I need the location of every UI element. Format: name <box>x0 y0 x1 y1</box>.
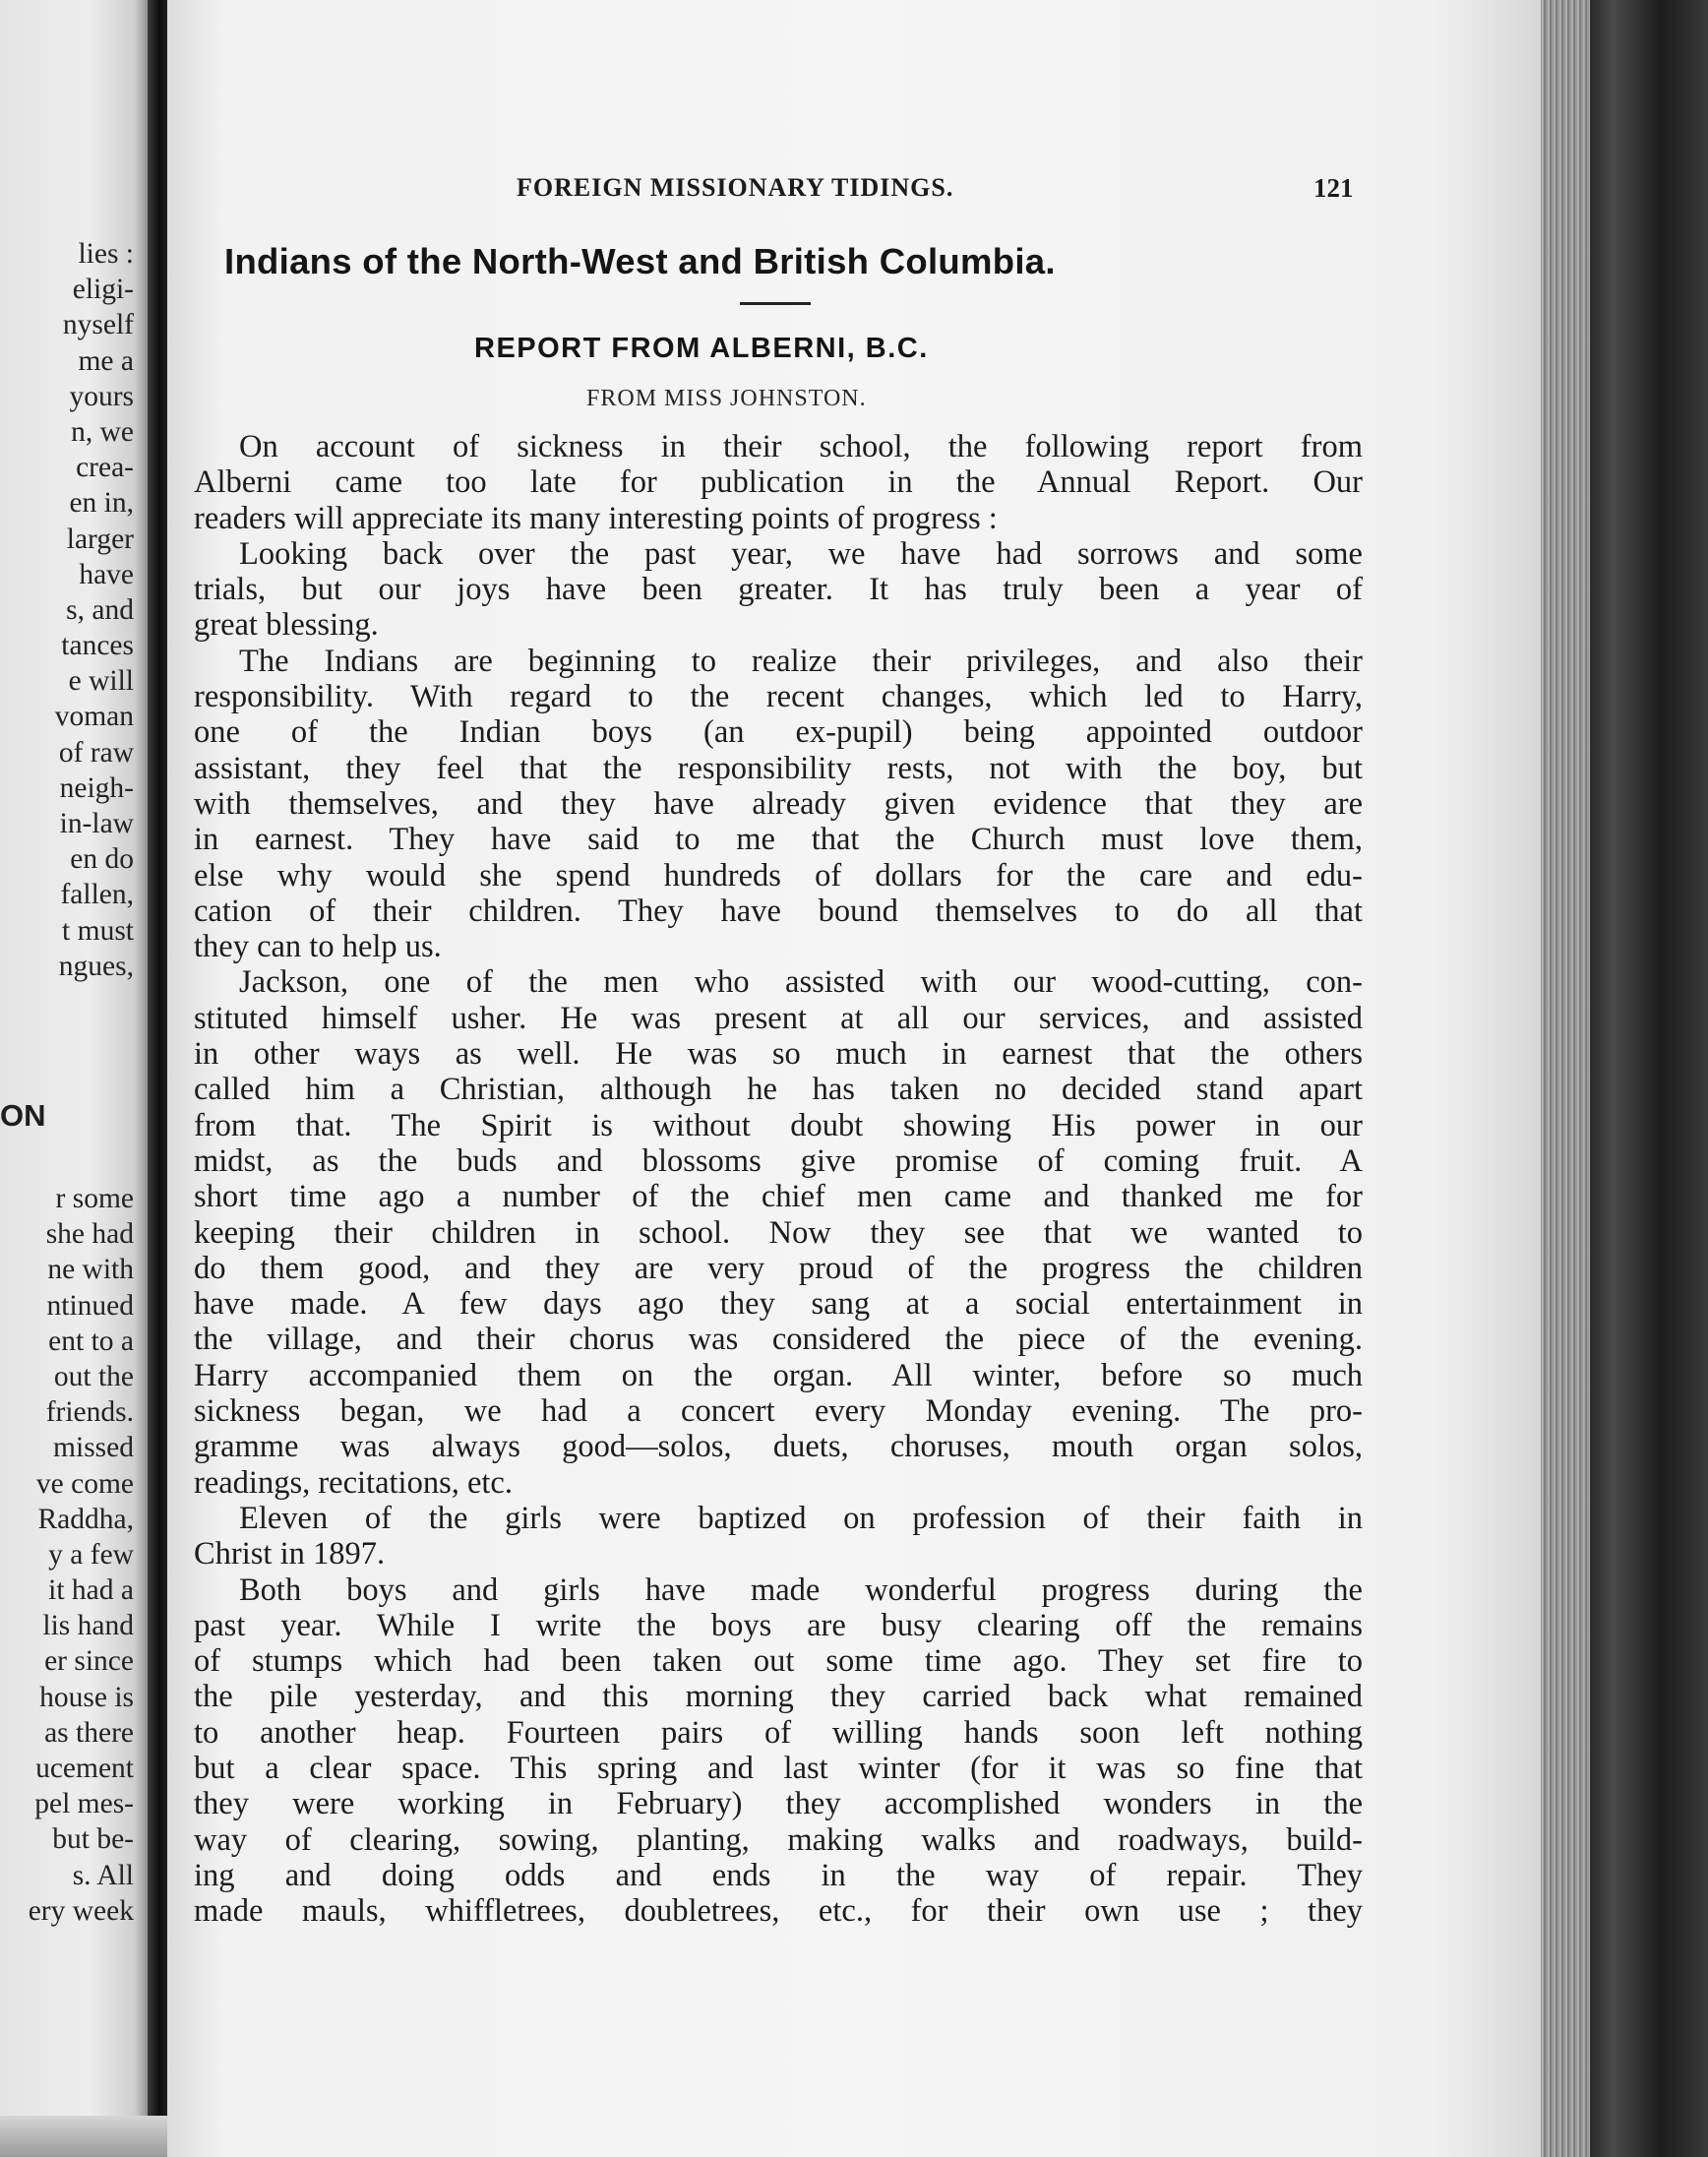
facing-page-line: tances <box>61 630 134 662</box>
facing-page-line: r some <box>55 1183 134 1214</box>
text-line: keeping their children in school. Now they see that we wanted to <box>194 1214 1363 1251</box>
text-line: Eleven of the girls were baptized on profession of their faith in <box>239 1500 1363 1536</box>
running-header: FOREIGN MISSIONARY TIDINGS. <box>517 173 954 202</box>
text-line: assistant, they feel that the responsibility rests, not with the boy, but <box>194 750 1363 786</box>
text-line: do them good, and they are very proud of the progress the children <box>194 1250 1363 1286</box>
text-line: Both boys and girls have made wonderful progress during the <box>239 1572 1363 1608</box>
facing-page-line: Raddha, <box>37 1503 134 1535</box>
text-line: have made. A few days ago they sang at a social entertainment in <box>194 1286 1363 1323</box>
facing-page-text-bottom <box>29 1181 134 1929</box>
text-line: Harry accompanied them on the organ. All winter, before so much <box>194 1357 1363 1393</box>
text-line: On account of sickness in their school, the following report from <box>239 429 1363 464</box>
text-line: sickness began, we had a concert every Monday evening. The pro- <box>194 1393 1363 1430</box>
facing-page-line: en in, <box>69 487 134 520</box>
facing-page-line: y a few <box>48 1538 134 1571</box>
facing-page-line: t must <box>62 914 134 947</box>
facing-page-line: ucement <box>35 1753 134 1784</box>
text-line: stituted himself usher. He was present at all our services, and assisted <box>194 1000 1363 1036</box>
facing-page-line: ve come <box>35 1467 134 1500</box>
text-line: else why would she spend hundreds of dollars for the care and edu- <box>194 857 1363 894</box>
text-line: the pile yesterday, and this morning they carried back what remained <box>194 1679 1363 1715</box>
facing-page-line: ngues, <box>58 950 134 982</box>
facing-page-line: ne with <box>47 1254 134 1286</box>
text-line: midst, as the buds and blossoms give promise of coming fruit. A <box>194 1142 1363 1179</box>
text-line: Jackson, one of the men who assisted with our wood-cutting, con- <box>239 964 1363 1001</box>
facing-page-line: house is <box>39 1681 134 1713</box>
facing-page-line: er since <box>44 1645 134 1678</box>
facing-page-line: neigh- <box>59 771 134 804</box>
text-line: trials, but our joys have been greater. It has truly been a year of <box>194 572 1363 608</box>
article-body <box>194 429 1363 1929</box>
facing-page-line: of raw <box>58 736 134 769</box>
facing-page-line: nyself <box>62 309 134 341</box>
text-line: called him a Christian, although he has taken no decided stand apart <box>194 1072 1363 1108</box>
facing-page-fragment <box>0 0 150 2157</box>
text-line: they were working in February) they accomplished wonders in the <box>194 1786 1363 1822</box>
text-line: way of clearing, sowing, planting, making walks and roadways, build- <box>194 1821 1363 1858</box>
text-line: responsibility. With regard to the recent changes, which led to Harry, <box>194 679 1363 715</box>
facing-page-line: ent to a <box>48 1325 134 1357</box>
facing-page-line: s. All <box>72 1859 134 1891</box>
facing-page-line: lies : <box>78 238 134 270</box>
text-line: one of the Indian boys (an ex-pupil) being appointed outdoor <box>194 714 1363 751</box>
text-line: readings, recitations, etc. <box>194 1464 513 1501</box>
facing-page-line: it had a <box>48 1574 134 1607</box>
text-line: from that. The Spirit is without doubt showing His power in our <box>194 1107 1363 1143</box>
text-line: readers will appreciate its many interesting points of progress : <box>194 500 998 536</box>
facing-page-line: lis hand <box>42 1610 134 1642</box>
text-line: in other ways as well. He was so much in earnest that the others <box>194 1036 1363 1073</box>
article-subheading: REPORT FROM ALBERNI, B.C. <box>474 333 929 364</box>
facing-page-line: missed <box>53 1432 134 1464</box>
facing-page-line: n, we <box>71 415 134 448</box>
facing-page-line: eligi- <box>72 274 134 306</box>
text-line: ing and doing odds and ends in the way of repair. They <box>194 1857 1363 1893</box>
text-line: short time ago a number of the chief men came and thanked me for <box>194 1179 1363 1215</box>
facing-page-line: in-law <box>59 808 134 839</box>
facing-page-line: pel mes- <box>34 1788 134 1820</box>
facing-page-line: out the <box>53 1360 134 1392</box>
article-byline: FROM MISS JOHNSTON. <box>586 386 867 411</box>
text-line: great blessing. <box>194 607 379 644</box>
facing-page-line: but be- <box>52 1823 134 1856</box>
text-line: with themselves, and they have already given evidence that they are <box>194 785 1363 822</box>
facing-page-line: voman <box>54 701 134 733</box>
facing-page-line: yours <box>69 380 134 412</box>
facing-page-heading-fragment: ON <box>0 1098 46 1133</box>
facing-page-line: ery week <box>28 1894 134 1927</box>
text-line: The Indians are beginning to realize their privileges, and also their <box>239 643 1363 679</box>
text-line: in earnest. They have said to me that the Church must love them, <box>194 822 1363 858</box>
facing-page-line: friends. <box>45 1396 134 1429</box>
text-line: gramme was always good—solos, duets, choruses, mouth organ solos, <box>194 1429 1363 1465</box>
page-edges <box>1541 0 1708 2157</box>
facing-page-line: crea- <box>76 452 134 484</box>
facing-page-line: she had <box>45 1218 134 1251</box>
facing-page-bottom-edge <box>0 2116 167 2157</box>
facing-page-line: as there <box>44 1716 134 1749</box>
facing-page-line: me a <box>78 344 134 377</box>
facing-page-line: en do <box>70 843 134 876</box>
article-title: Indians of the North-West and British Columbia. <box>224 241 1056 281</box>
facing-page-line: ntinued <box>46 1289 134 1322</box>
title-rule <box>740 302 811 305</box>
book-cover-edge <box>1590 0 1708 2157</box>
text-line: cation of their children. They have bound themselves to do all that <box>194 893 1363 929</box>
text-line: to another heap. Fourteen pairs of willing hands soon left nothing <box>194 1714 1363 1751</box>
facing-page-line: s, and <box>66 593 134 626</box>
facing-page-text-top <box>55 236 134 984</box>
text-line: past year. While I write the boys are busy clearing off the remains <box>194 1607 1363 1643</box>
text-line: Alberni came too late for publication in the Annual Report. Our <box>194 464 1363 501</box>
facing-page-line: have <box>79 558 134 590</box>
facing-page-line: fallen, <box>60 879 134 911</box>
page-number: 121 <box>1313 173 1354 203</box>
facing-page-line: e will <box>68 665 134 698</box>
text-line: of stumps which had been taken out some time ago. They set fire to <box>194 1643 1363 1680</box>
text-line: but a clear space. This spring and last winter (for it was so fine that <box>194 1750 1363 1786</box>
text-line: made mauls, whiffletrees, doubletrees, etc., for their own use ; they <box>194 1893 1363 1930</box>
text-line: the village, and their chorus was considered the piece of the evening. <box>194 1322 1363 1358</box>
facing-page-line: larger <box>66 523 134 555</box>
text-line: Christ in 1897. <box>194 1536 386 1572</box>
text-line: they can to help us. <box>194 929 442 965</box>
text-line: Looking back over the past year, we have had sorrows and some <box>239 535 1363 572</box>
